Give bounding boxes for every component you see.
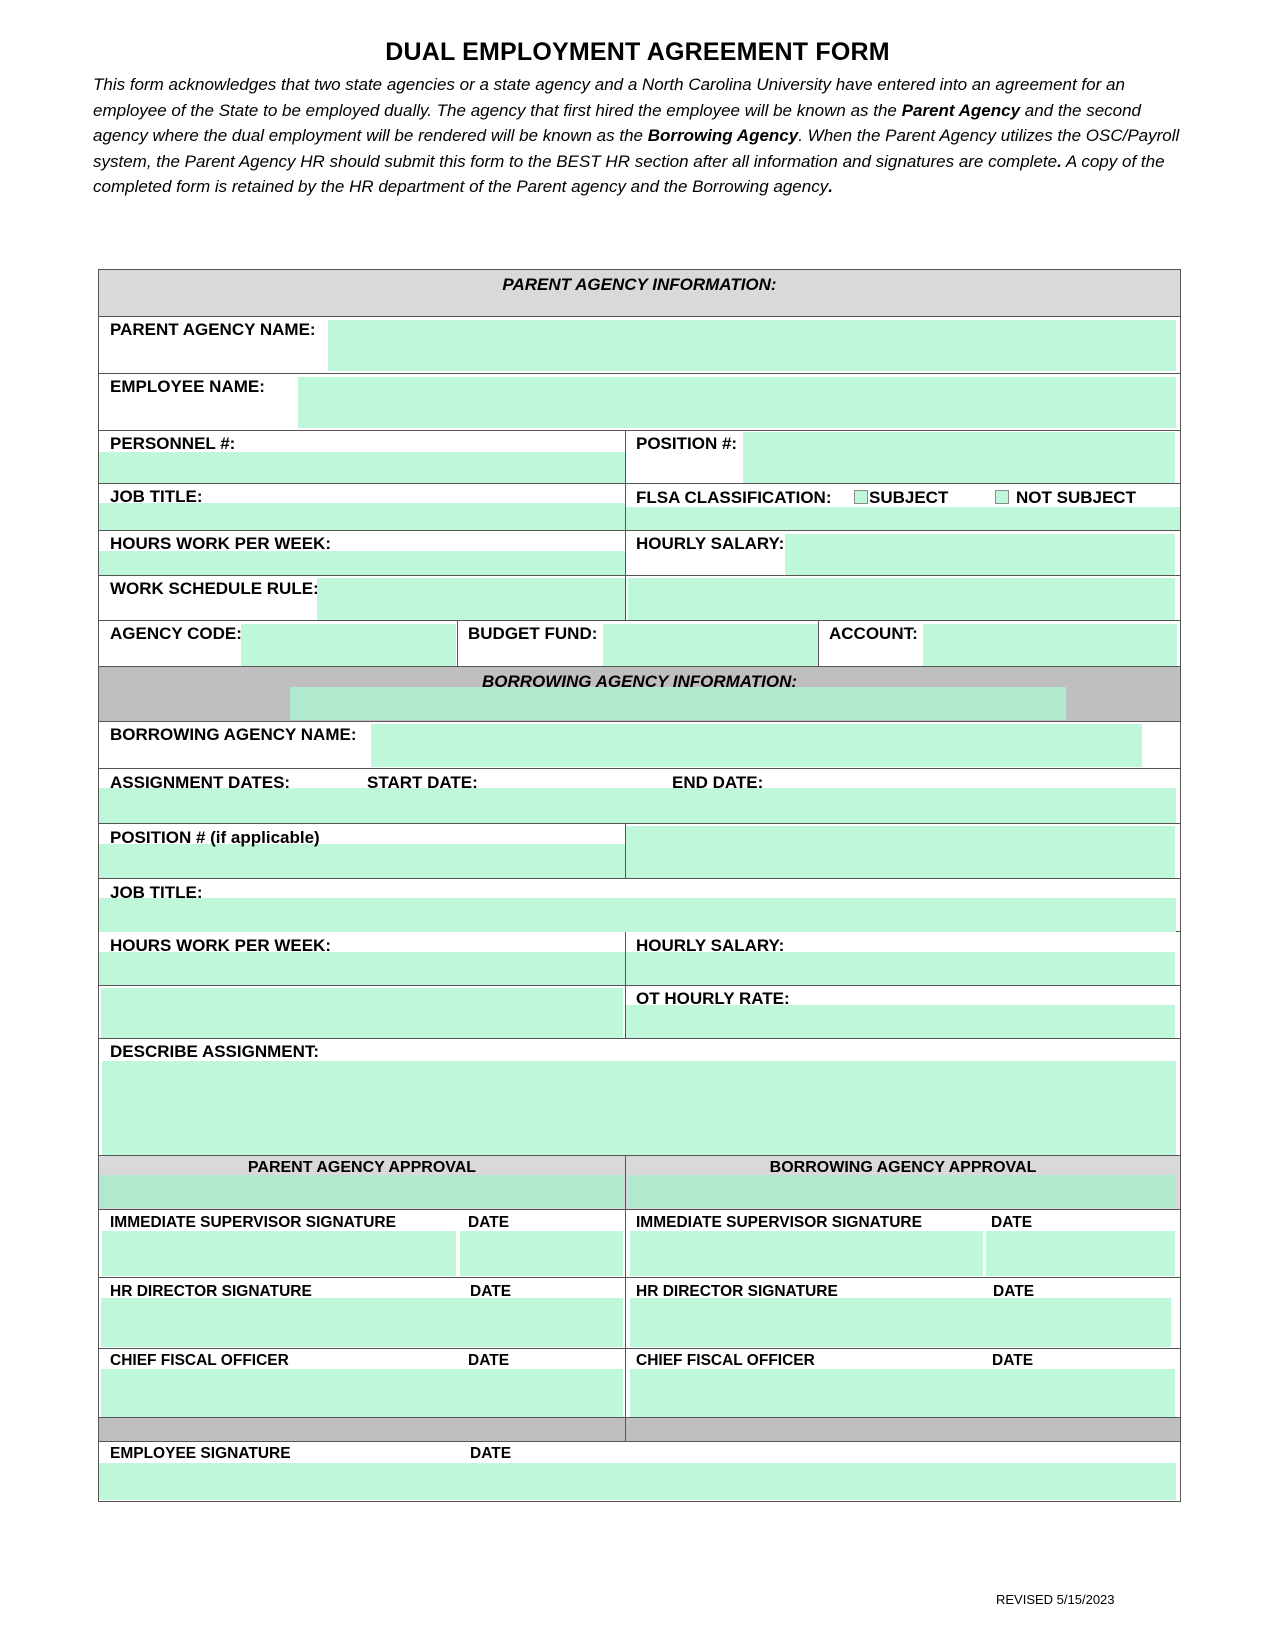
hourly-salary-label: HOURLY SALARY: [636, 534, 785, 553]
parent-hr-label: HR DIRECTOR SIGNATURE [110, 1283, 312, 1300]
position-label: POSITION #: [636, 434, 738, 453]
borrowing-hr-signature-field[interactable] [630, 1298, 1171, 1347]
parent-cfo-cell [99, 1349, 625, 1417]
parent-hr-date-label: DATE [470, 1283, 512, 1300]
job-title-flsa-row [99, 484, 1180, 531]
start-date-label: START DATE: [367, 773, 478, 792]
intro-paragraph [93, 72, 1183, 200]
cfo-row [99, 1349, 1180, 1418]
borrowing-supervisor-date-field[interactable] [986, 1231, 1175, 1276]
borrowing-hours-row [99, 932, 1180, 986]
parent-hr-cell [99, 1278, 625, 1348]
personnel-label: PERSONNEL #: [110, 434, 236, 453]
assignment-dates-label: ASSIGNMENT DATES: [110, 773, 291, 792]
borrowing-info-header: BORROWING AGENCY INFORMATION: [481, 672, 798, 691]
agency-code-field[interactable] [241, 624, 456, 666]
work-schedule-row [99, 576, 1180, 621]
intro-text-2: and the second agency where the dual employment will be rendered will be known as the [93, 100, 1142, 145]
budget-fund-label: BUDGET FUND: [468, 624, 598, 643]
assignment-dates-row [99, 769, 1180, 824]
employee-signature-field[interactable] [99, 1463, 1176, 1500]
revision-date: REVISED 5/15/2023 [996, 1592, 1115, 1607]
borrowing-position-label: POSITION # (if applicable) [110, 828, 320, 847]
borrowing-hours-field[interactable] [99, 952, 625, 985]
borrowing-job-title-field[interactable] [99, 898, 1176, 932]
employee-signature-label: EMPLOYEE SIGNATURE [110, 1445, 291, 1462]
flsa-label: FLSA CLASSIFICATION: [636, 488, 832, 507]
borrowing-cfo-date-label: DATE [992, 1352, 1034, 1369]
hours-salary-row [99, 531, 1180, 576]
agreement-form-table [98, 269, 1181, 1502]
end-date-label: END DATE: [672, 773, 764, 792]
borrowing-hr-label: HR DIRECTOR SIGNATURE [636, 1283, 838, 1300]
work-schedule-extra-cell [625, 576, 1180, 620]
borrowing-agency-name-row [99, 722, 1180, 769]
borrowing-approval-header-field[interactable] [628, 1175, 1175, 1208]
ot-rate-cell [625, 986, 1180, 1038]
account-label: ACCOUNT: [829, 624, 918, 643]
borrowing-job-title-label: JOB TITLE: [110, 883, 203, 902]
employee-signature-date-label: DATE [470, 1445, 512, 1462]
parent-agency-name-row [99, 317, 1180, 374]
work-schedule-field[interactable] [317, 578, 625, 620]
employee-name-row [99, 374, 1180, 431]
ot-rate-row [99, 986, 1180, 1039]
intro-text-3: . When the Parent Agency utilizes the OSC/Payroll system, the Parent Agency HR should submit this form to the BEST HR section after all information and signatures are complete [93, 126, 1180, 171]
borrowing-hr-date-label: DATE [993, 1283, 1035, 1300]
hr-director-row [99, 1278, 1180, 1349]
borrowing-supervisor-label: IMMEDIATE SUPERVISOR SIGNATURE [636, 1214, 922, 1231]
job-title-label: JOB TITLE: [110, 487, 203, 506]
employee-name-field[interactable] [298, 377, 1176, 428]
parent-supervisor-date-field[interactable] [460, 1231, 623, 1276]
position-cell [625, 431, 1180, 483]
parent-info-header-row [99, 270, 1180, 317]
flsa-not-subject-label: NOT SUBJECT [1016, 488, 1136, 507]
borrowing-cfo-cell [625, 1349, 1180, 1417]
intro-dot-2: . [828, 177, 833, 196]
borrowing-hr-cell [625, 1278, 1180, 1348]
intro-text-1: This form acknowledges that two state agencies or a state agency and a North Carolina University have entered into an agreement for an employee of the State to be employed dually. The agency that first hired the employee will be known as the [93, 75, 1125, 120]
employee-name-label: EMPLOYEE NAME: [110, 377, 265, 396]
borrowing-position-field[interactable] [99, 844, 625, 878]
position-field[interactable] [743, 432, 1175, 483]
work-schedule-label: WORK SCHEDULE RULE: [110, 579, 319, 598]
parent-cfo-signature-field[interactable] [101, 1369, 623, 1417]
borrowing-position-extra-field[interactable] [626, 826, 1175, 878]
borrowing-approval-header-cell [625, 1156, 1180, 1209]
intro-text-4: A copy of the completed form is retained by the HR department of the Parent agency and the Borrowing agency [93, 151, 1165, 196]
borrowing-job-title-row [99, 879, 1180, 932]
describe-assignment-label: DESCRIBE ASSIGNMENT: [110, 1042, 320, 1061]
ot-rate-field[interactable] [626, 1005, 1175, 1038]
account-field[interactable] [923, 624, 1177, 666]
budget-fund-cell [457, 621, 818, 666]
borrowing-cfo-label: CHIEF FISCAL OFFICER [636, 1352, 815, 1369]
assignment-dates-field[interactable] [99, 788, 1176, 823]
work-schedule-extra-field[interactable] [628, 578, 1175, 620]
borrowing-hours-label: HOURS WORK PER WEEK: [110, 936, 331, 955]
borrowing-position-extra-cell [625, 824, 1180, 878]
parent-agency-name-label: PARENT AGENCY NAME: [110, 320, 316, 339]
flsa-subject-label: SUBJECT [869, 488, 949, 507]
employee-signature-row [99, 1442, 1180, 1501]
account-cell [818, 621, 1180, 666]
borrowing-supervisor-cell [625, 1210, 1180, 1277]
ot-rate-left-field[interactable] [101, 988, 623, 1038]
flsa-subject-checkbox[interactable] [854, 490, 868, 504]
divider-right-cell [625, 1418, 1180, 1441]
flsa-cell [625, 484, 1180, 530]
intro-dot-1: . [1057, 151, 1062, 171]
parent-info-header: PARENT AGENCY INFORMATION: [502, 275, 777, 294]
borrowing-salary-cell [625, 932, 1180, 985]
parent-approval-header-field[interactable] [99, 1175, 623, 1208]
agency-code-label: AGENCY CODE: [110, 624, 242, 643]
describe-assignment-row [99, 1039, 1180, 1156]
agency-code-row [99, 621, 1180, 667]
borrowing-supervisor-signature-field[interactable] [630, 1231, 983, 1276]
parent-supervisor-label: IMMEDIATE SUPERVISOR SIGNATURE [110, 1214, 396, 1231]
borrowing-info-header-row [99, 667, 1180, 722]
borrowing-supervisor-date-label: DATE [991, 1214, 1033, 1231]
borrowing-salary-label: HOURLY SALARY: [636, 936, 785, 955]
parent-supervisor-cell [99, 1210, 625, 1277]
personnel-field[interactable] [99, 452, 625, 483]
ot-rate-label: OT HOURLY RATE: [636, 989, 790, 1008]
approval-header-row [99, 1156, 1180, 1210]
job-title-field[interactable] [99, 503, 625, 530]
divider-row [99, 1418, 1180, 1442]
intro-borrowing-agency: Borrowing Agency [647, 126, 799, 145]
personnel-position-row [99, 431, 1180, 484]
form-title: DUAL EMPLOYMENT AGREEMENT FORM [385, 38, 890, 66]
hours-per-week-label: HOURS WORK PER WEEK: [110, 534, 331, 553]
describe-assignment-field[interactable] [102, 1061, 1176, 1155]
hourly-salary-field[interactable] [785, 534, 1175, 575]
parent-cfo-label: CHIEF FISCAL OFFICER [110, 1352, 289, 1369]
borrowing-approval-header: BORROWING AGENCY APPROVAL [769, 1159, 1037, 1176]
budget-fund-field[interactable] [603, 624, 818, 666]
hourly-salary-cell [625, 531, 1180, 575]
borrowing-agency-name-label: BORROWING AGENCY NAME: [110, 725, 357, 744]
parent-supervisor-signature-field[interactable] [102, 1231, 456, 1276]
parent-approval-header: PARENT AGENCY APPROVAL [247, 1159, 477, 1176]
borrowing-position-row [99, 824, 1180, 879]
parent-agency-name-field[interactable] [328, 320, 1176, 371]
parent-hr-signature-field[interactable] [101, 1298, 623, 1347]
flsa-field[interactable] [626, 507, 1180, 530]
borrowing-cfo-signature-field[interactable] [630, 1369, 1175, 1417]
parent-supervisor-date-label: DATE [468, 1214, 510, 1231]
hours-per-week-field[interactable] [99, 551, 625, 575]
borrowing-agency-name-field[interactable] [371, 724, 1142, 767]
parent-cfo-date-label: DATE [468, 1352, 510, 1369]
supervisor-row [99, 1210, 1180, 1278]
flsa-not-subject-checkbox[interactable] [995, 490, 1009, 504]
parent-approval-header-cell [99, 1156, 625, 1209]
borrowing-salary-field[interactable] [626, 952, 1175, 985]
intro-parent-agency: Parent Agency [901, 100, 1021, 120]
